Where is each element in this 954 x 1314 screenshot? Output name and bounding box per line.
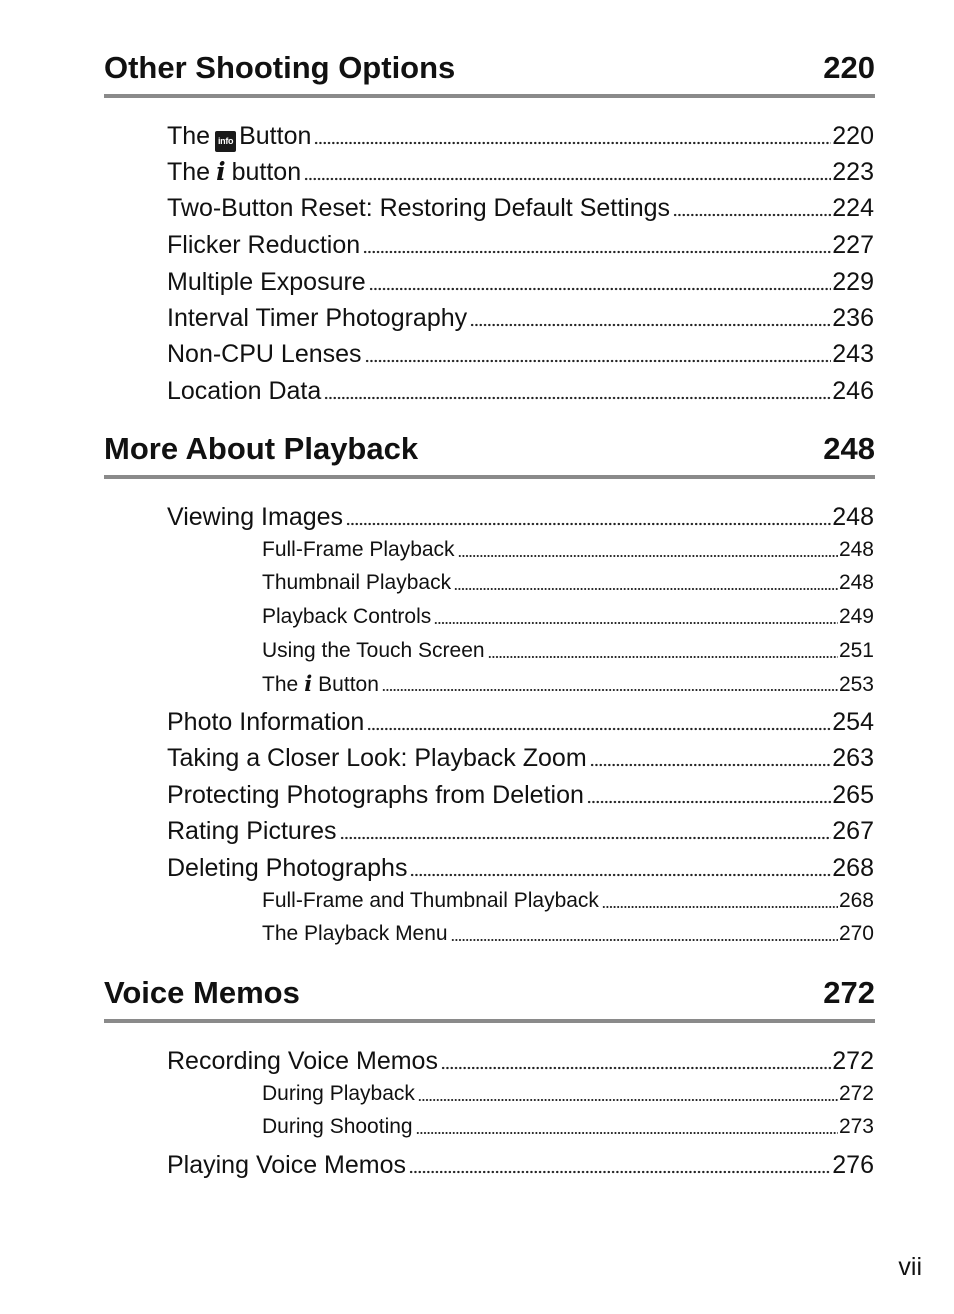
- toc-subentry-full-frame-playback[interactable]: [262, 537, 874, 563]
- toc-entry-multiple-exposure[interactable]: [167, 267, 874, 297]
- entry-label: Protecting Photographs from Deletion: [167, 781, 584, 809]
- section-page-number: 220: [823, 50, 875, 85]
- toc-entry-protecting-photographs[interactable]: [167, 780, 874, 810]
- page-folio: vii: [898, 1253, 922, 1281]
- toc-entry-viewing-images[interactable]: [167, 502, 874, 532]
- entry-page-number: 270: [838, 922, 874, 945]
- entry-label: Rating Pictures: [167, 817, 337, 845]
- entry-page-number: 253: [838, 673, 874, 696]
- toc-entry-playback-zoom[interactable]: [167, 743, 874, 773]
- dot-leader: [587, 800, 831, 804]
- entry-text: The: [262, 673, 299, 696]
- entry-page-number: 248: [832, 503, 874, 531]
- entry-page-number: 224: [832, 194, 874, 222]
- dot-leader: [367, 727, 831, 731]
- dot-leader: [369, 287, 832, 291]
- section-header-voice-memos: [104, 975, 875, 1023]
- entry-page-number: 263: [832, 744, 874, 772]
- entry-text: The: [167, 158, 211, 186]
- entry-page-number: 276: [832, 1151, 874, 1179]
- toc-subentry-touch-screen[interactable]: [262, 638, 874, 664]
- entry-page-number: 267: [832, 817, 874, 845]
- entry-page-number: 246: [832, 377, 874, 405]
- entry-page-number: 272: [832, 1047, 874, 1075]
- dot-leader: [416, 1131, 838, 1135]
- dot-leader: [454, 587, 838, 591]
- info-button-icon: info: [215, 131, 236, 152]
- entry-label: [167, 121, 311, 152]
- entry-text-after: Button: [239, 122, 312, 150]
- toc-entry-interval-timer[interactable]: [167, 303, 874, 333]
- toc-subentry-during-playback[interactable]: [262, 1081, 874, 1107]
- entry-label: [167, 157, 301, 187]
- dot-leader: [324, 396, 831, 400]
- entry-page-number: 268: [838, 889, 874, 912]
- entry-page-number: 249: [838, 605, 874, 628]
- entry-page-number: 273: [838, 1115, 874, 1138]
- dot-leader: [410, 873, 831, 877]
- entry-page-number: 248: [838, 571, 874, 594]
- entry-label: Multiple Exposure: [167, 268, 366, 296]
- dot-leader: [304, 177, 831, 181]
- entry-page-number: 265: [832, 781, 874, 809]
- dot-leader: [451, 938, 838, 942]
- entry-label: Interval Timer Photography: [167, 304, 468, 332]
- entry-label: During Playback: [262, 1082, 415, 1105]
- dot-leader: [314, 141, 831, 145]
- toc-entry-rating-pictures[interactable]: [167, 816, 874, 846]
- dot-leader: [365, 359, 832, 363]
- entry-label: Full-Frame and Thumbnail Playback: [262, 889, 599, 912]
- dot-leader: [458, 554, 838, 558]
- entry-page-number: 243: [832, 340, 874, 368]
- toc-entry-location-data[interactable]: [167, 376, 874, 406]
- toc-entry-info-button[interactable]: [167, 121, 874, 151]
- toc-subentry-full-frame-thumbnail[interactable]: [262, 888, 874, 914]
- toc-entry-i-button[interactable]: [167, 157, 874, 187]
- toc-subentry-playback-controls[interactable]: [262, 604, 874, 630]
- i-button-icon: i: [304, 671, 313, 696]
- dot-leader: [418, 1098, 838, 1102]
- entry-page-number: 220: [832, 122, 874, 150]
- toc-subentry-playback-menu[interactable]: [262, 921, 874, 947]
- toc-subentry-during-shooting[interactable]: [262, 1114, 874, 1140]
- section-title: Other Shooting Options: [104, 50, 456, 85]
- toc-entry-deleting-photographs[interactable]: [167, 853, 874, 883]
- entry-page-number: 223: [832, 158, 874, 186]
- entry-label: Recording Voice Memos: [167, 1047, 438, 1075]
- entry-label: Using the Touch Screen: [262, 639, 485, 662]
- entry-label: Full-Frame Playback: [262, 538, 455, 561]
- entry-page-number: 254: [832, 708, 874, 736]
- entry-page-number: 251: [838, 639, 874, 662]
- dot-leader: [590, 763, 832, 767]
- entry-page-number: 229: [832, 268, 874, 296]
- section-header-other-shooting-options: [104, 50, 875, 98]
- dot-leader: [434, 621, 838, 625]
- toc-entry-recording-voice-memos[interactable]: [167, 1046, 874, 1076]
- entry-label: Thumbnail Playback: [262, 571, 452, 594]
- dot-leader: [409, 1170, 831, 1174]
- entry-label: Photo Information: [167, 708, 365, 736]
- toc-entry-photo-information[interactable]: [167, 707, 874, 737]
- section-page-number: 248: [823, 431, 875, 466]
- section-title: More About Playback: [104, 431, 419, 466]
- entry-label: Taking a Closer Look: Playback Zoom: [167, 744, 587, 772]
- entry-label: Two-Button Reset: Restoring Default Settings: [167, 194, 671, 222]
- toc-entry-playing-voice-memos[interactable]: [167, 1150, 874, 1180]
- entry-page-number: 227: [832, 231, 874, 259]
- toc-subentry-i-button[interactable]: [262, 671, 874, 697]
- dot-leader: [340, 836, 832, 840]
- dot-leader: [470, 323, 831, 327]
- section-header-more-about-playback: [104, 431, 875, 479]
- dot-leader: [441, 1066, 831, 1070]
- entry-label: Non-CPU Lenses: [167, 340, 362, 368]
- dot-leader: [382, 688, 838, 692]
- entry-text-after: Button: [318, 673, 379, 696]
- dot-leader: [363, 250, 831, 254]
- dot-leader: [602, 905, 838, 909]
- entry-page-number: 268: [832, 854, 874, 882]
- toc-subentry-thumbnail-playback[interactable]: [262, 570, 874, 596]
- entry-label: Flicker Reduction: [167, 231, 361, 259]
- entry-page-number: 236: [832, 304, 874, 332]
- entry-text-after: button: [231, 158, 302, 186]
- dot-leader: [346, 522, 831, 526]
- entry-text: The: [167, 122, 211, 150]
- toc-entry-non-cpu-lenses[interactable]: [167, 339, 874, 369]
- dot-leader: [488, 655, 838, 659]
- entry-label: During Shooting: [262, 1115, 413, 1138]
- entry-page-number: 248: [838, 538, 874, 561]
- section-page-number: 272: [823, 975, 875, 1010]
- toc-entry-flicker-reduction[interactable]: [167, 230, 874, 260]
- i-button-icon: i: [216, 157, 226, 186]
- entry-label: Deleting Photographs: [167, 854, 408, 882]
- dot-leader: [673, 213, 831, 217]
- entry-label: Playback Controls: [262, 605, 432, 628]
- entry-label: Location Data: [167, 377, 322, 405]
- toc-entry-two-button-reset[interactable]: [167, 193, 874, 223]
- entry-label: Viewing Images: [167, 503, 344, 531]
- entry-label: [262, 671, 379, 698]
- section-title: Voice Memos: [104, 975, 300, 1010]
- entry-page-number: 272: [838, 1082, 874, 1105]
- entry-label: Playing Voice Memos: [167, 1151, 407, 1179]
- entry-label: The Playback Menu: [262, 922, 448, 945]
